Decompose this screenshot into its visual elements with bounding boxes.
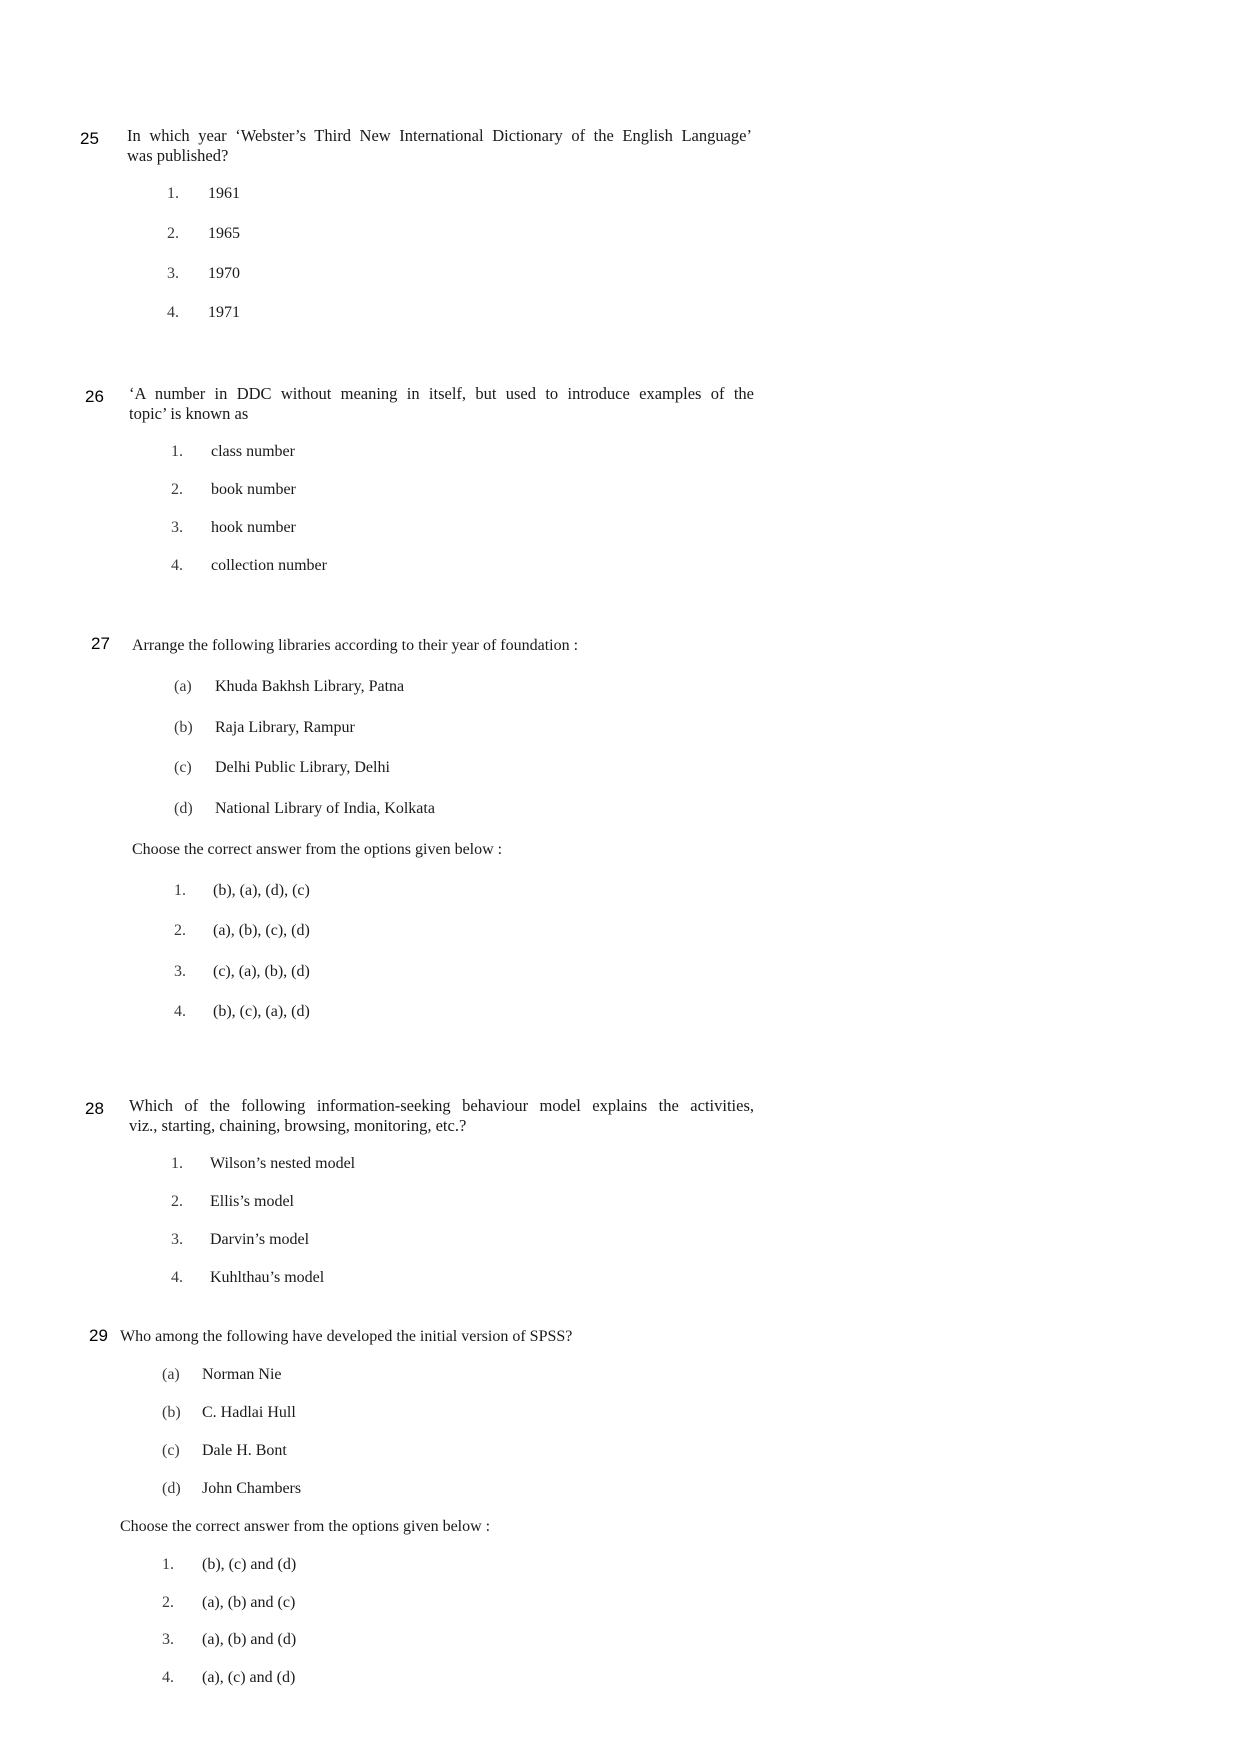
option-text: hook number: [211, 519, 296, 536]
option-marker: 4.: [174, 1003, 186, 1020]
list-item: [162, 1365, 282, 1385]
option-marker: 1.: [171, 443, 183, 460]
question-text: Who among the following have developed the initial version of SPSS?: [120, 1328, 573, 1345]
question-number: 28: [85, 1099, 104, 1118]
option-text: class number: [211, 443, 295, 460]
option-marker: 3.: [174, 963, 186, 980]
option-marker: 2.: [162, 1594, 174, 1611]
list-item: [174, 799, 435, 819]
instruction-text: Choose the correct answer from the options given below :: [132, 841, 503, 858]
option-text: Darvin’s model: [210, 1231, 310, 1248]
option: [171, 480, 296, 500]
list-item: [162, 1441, 287, 1461]
list-item: [174, 758, 390, 778]
item-text: Delhi Public Library, Delhi: [215, 759, 390, 776]
option: [167, 303, 240, 323]
option-marker: 2.: [171, 481, 183, 498]
question-text: [129, 384, 754, 424]
option-marker: 3.: [171, 1231, 183, 1248]
option: [162, 1555, 296, 1575]
option-text: 1970: [208, 265, 240, 282]
question-text: Arrange the following libraries according to their year of foundation :: [132, 637, 579, 654]
option: [174, 881, 310, 901]
question-text-line: topic’ is known as: [129, 404, 249, 423]
question-text-line: viz., starting, chaining, browsing, monitoring, etc.?: [129, 1116, 467, 1135]
option-marker: 2.: [174, 922, 186, 939]
question-number: 29: [89, 1326, 108, 1345]
option-marker: 2.: [167, 225, 179, 242]
item-text: Khuda Bakhsh Library, Patna: [215, 678, 405, 695]
option-text: Kuhlthau’s model: [210, 1269, 325, 1286]
item-text: Dale H. Bont: [202, 1442, 287, 1459]
option: [167, 184, 240, 204]
option: [162, 1593, 295, 1613]
option-text: (a), (b) and (d): [202, 1631, 297, 1648]
list-item: [174, 677, 404, 697]
option-text: (a), (c) and (d): [202, 1669, 296, 1686]
item-marker: (b): [174, 719, 193, 736]
option-marker: 4.: [171, 557, 183, 574]
question-text-line: was published?: [127, 146, 229, 165]
option-marker: 4.: [171, 1269, 183, 1286]
option-marker: 3.: [167, 265, 179, 282]
option: [171, 442, 295, 462]
question-text-line: In which year ‘Webster’s Third New International Dictionary of the English Language’: [127, 126, 752, 145]
option: [171, 1192, 294, 1212]
option: [162, 1630, 296, 1650]
option: [171, 1268, 324, 1288]
option: [167, 264, 240, 284]
option-marker: 4.: [167, 304, 179, 321]
option: [162, 1668, 295, 1688]
option: [174, 921, 310, 941]
option-text: collection number: [211, 557, 327, 574]
question-text-line: ‘A number in DDC without meaning in itself, but used to introduce examples of the: [129, 384, 754, 403]
option-text: (b), (a), (d), (c): [213, 882, 310, 899]
instruction-text: Choose the correct answer from the options given below :: [120, 1518, 491, 1535]
option-text: Wilson’s nested model: [210, 1155, 356, 1172]
option-text: Ellis’s model: [210, 1193, 294, 1210]
question-number: 26: [85, 387, 104, 406]
item-text: C. Hadlai Hull: [202, 1404, 296, 1421]
item-marker: (a): [162, 1366, 180, 1383]
option-text: (a), (b) and (c): [202, 1594, 296, 1611]
option-text: (a), (b), (c), (d): [213, 922, 310, 939]
question-text: [129, 1096, 754, 1136]
item-marker: (d): [162, 1480, 181, 1497]
question-number: 25: [80, 129, 99, 148]
option: [174, 962, 310, 982]
option-marker: 1.: [167, 185, 179, 202]
option-marker: 1.: [162, 1556, 174, 1573]
item-marker: (a): [174, 678, 192, 695]
option: [174, 1002, 310, 1022]
option-marker: 3.: [162, 1631, 174, 1648]
option-text: (b), (c) and (d): [202, 1556, 297, 1573]
item-text: Raja Library, Rampur: [215, 719, 355, 736]
item-text: National Library of India, Kolkata: [215, 800, 435, 817]
question-text: [127, 126, 752, 166]
option: [167, 224, 240, 244]
option: [171, 518, 296, 538]
option-text: 1971: [208, 304, 240, 321]
option-text: (b), (c), (a), (d): [213, 1003, 310, 1020]
option-text: 1965: [208, 225, 240, 242]
option: [171, 1230, 309, 1250]
option-marker: 1.: [174, 882, 186, 899]
option-marker: 4.: [162, 1669, 174, 1686]
option-marker: 1.: [171, 1155, 183, 1172]
question-text-line: Which of the following information-seeking behaviour model explains the activities,: [129, 1096, 754, 1115]
list-item: [162, 1403, 296, 1423]
option: [171, 556, 327, 576]
list-item: [174, 718, 355, 738]
option-marker: 3.: [171, 519, 183, 536]
item-text: John Chambers: [202, 1480, 302, 1497]
item-marker: (c): [174, 759, 192, 776]
question-number: 27: [91, 634, 110, 653]
option-text: book number: [211, 481, 296, 498]
item-marker: (d): [174, 800, 193, 817]
item-text: Norman Nie: [202, 1366, 282, 1383]
option-text: 1961: [208, 185, 240, 202]
item-marker: (b): [162, 1404, 181, 1421]
list-item: [162, 1479, 301, 1499]
option-text: (c), (a), (b), (d): [213, 963, 310, 980]
option: [171, 1154, 355, 1174]
option-marker: 2.: [171, 1193, 183, 1210]
item-marker: (c): [162, 1442, 180, 1459]
